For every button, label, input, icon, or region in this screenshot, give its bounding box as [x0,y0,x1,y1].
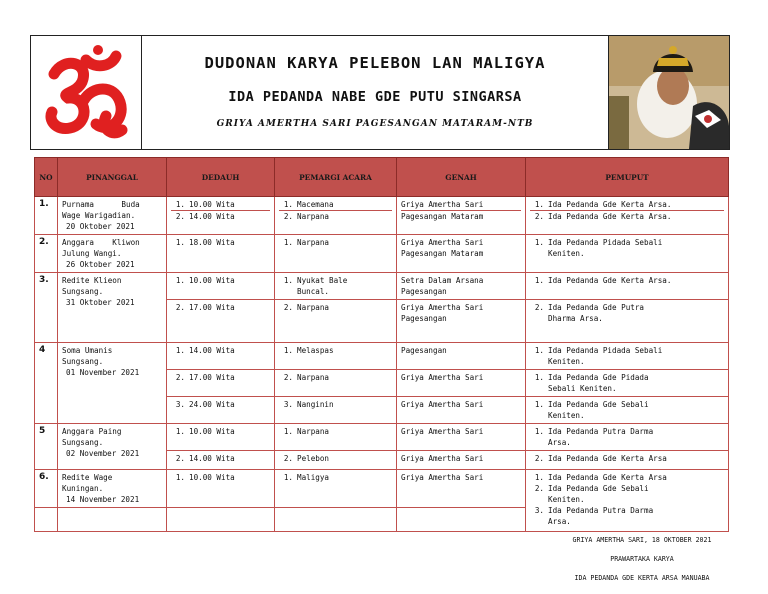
table-header-row [35,158,729,197]
time-cell: 2. 17.00 Wita [167,300,275,343]
empty-cell [35,508,58,532]
location-cell [397,470,526,508]
time-value: 10.00 Wita [189,473,235,482]
footer-signatory: IDA PEDANDA GDE KERTA ARSA MANUABA [574,574,710,582]
officiant-cell: 2. Ida Pedanda Gde Kerta Arsa [526,451,729,470]
column-header-time: DEDAUH [167,158,275,197]
date-cell [58,470,167,508]
time-value: 14.00 Wita [189,454,235,463]
signature-block [552,536,732,582]
time-cell: 1. 18.00 Wita [167,235,275,273]
date-line: Sungsang. [62,357,104,366]
officiant-value: Arsa. [548,438,571,447]
time-cell: 1. 10.00 Wita [167,424,275,451]
date-line: 02 November 2021 [66,449,140,458]
location-cell [397,370,526,397]
event-value: Pelebon [297,454,330,463]
location-value: Pagesangan [401,287,447,296]
location-cell [397,451,526,470]
date-cell [58,235,167,273]
empty-cell [167,508,275,532]
table-row [35,424,729,451]
date-line: Kuningan. [62,484,104,493]
officiant-value: Ida Pedanda Pidada Sebali [548,346,663,355]
officiant-cell: 1. Ida Pedanda Gde Pidada Sebali Keniten. [526,370,729,397]
table-row [35,470,729,508]
document-title: DUDONAN KARYA PELEBON LAN MALIGYA [204,54,546,72]
time-value: 10.00 Wita [189,427,235,436]
officiant-cell: 2. Ida Pedanda Gde Putra Dharma Arsa. [526,300,729,343]
location-cell [397,273,526,300]
event-value: Narpana [297,427,330,436]
officiant-value: Ida Pedanda Pidada Sebali [548,238,663,247]
column-header-date: PINANGGAL [58,158,167,197]
officiant-cell: 1. Ida Pedanda Pidada Sebali Keniten. [526,235,729,273]
location-value: Griya Amertha Sari [401,373,484,382]
location-cell [397,235,526,273]
location-value: Pagesangan [401,314,447,323]
row-number: 6. [35,470,58,508]
officiant-value: Keniten. [548,249,585,258]
row-number: 1. [35,197,58,235]
event-cell: 1. Nyukat Bale Buncal. [275,273,397,300]
date-cell [58,343,167,424]
date-line: 26 Oktober 2021 [66,260,135,269]
document-place: GRIYA AMERTHA SARI PAGESANGAN MATARAM-NTB [216,119,534,129]
priest-portrait-icon [609,36,729,149]
officiant-value: Ida Pedanda Gde Putra [548,303,645,312]
date-line: Anggara Paing [62,427,122,436]
header-titles [141,36,609,149]
document-header [30,35,730,150]
officiant-cell: 1. Ida Pedanda Putra Darma Arsa. [526,424,729,451]
date-cell [58,197,167,235]
time-value: 17.00 Wita [189,303,235,312]
officiant-value: Keniten. [548,411,585,420]
time-cell: 1. 10.00 Wita [167,273,275,300]
location-value: Griya Amertha Sari [401,238,484,247]
document-subtitle: IDA PEDANDA NABE GDE PUTU SINGARSA [228,89,522,105]
empty-cell [397,508,526,532]
officiant-value: Ida Pedanda Gde Kerta Arsa. [548,200,672,209]
officiant-cell: 1. Ida Pedanda Gde Sebali Keniten. [526,397,729,424]
row-number: 4 [35,343,58,424]
location-cell [397,343,526,370]
date-line: Anggara Kliwon [62,238,140,247]
event-value: Nyukat Bale [297,276,348,285]
event-value: Narpana [297,238,330,247]
officiant-cell: 1. Ida Pedanda Gde Kerta Arsa 2. Ida Pedanda Gde Sebali Keniten. 3. Ida Pedanda Putra Darma Arsa. [526,470,729,532]
date-line: Redite Klieon [62,276,122,285]
column-header-officiant: PEMUPUT [526,158,729,197]
location-value: Griya Amertha Sari [401,400,484,409]
time-value: 17.00 Wita [189,373,235,382]
date-line: 20 Oktober 2021 [66,222,135,231]
officiant-value: Ida Pedanda Gde Kerta Arsa [548,473,667,482]
time-cell: 3. 24.00 Wita [167,397,275,424]
officiant-value: Keniten. [548,357,585,366]
date-line: Sungsang. [62,438,104,447]
officiant-cell: 1. Ida Pedanda Gde Kerta Arsa. 2. Ida Pedanda Gde Kerta Arsa. [526,197,729,235]
time-value: 14.00 Wita [189,346,235,355]
location-value: Griya Amertha Sari [401,199,521,211]
location-value: Griya Amertha Sari [401,303,484,312]
location-cell [397,197,526,235]
event-cell: 2. Narpana [275,300,397,343]
empty-cell [275,508,397,532]
officiant-value: Ida Pedanda Gde Pidada [548,373,649,382]
officiant-value: Ida Pedanda Gde Sebali [548,400,649,409]
officiant-value: Dharma Arsa. [548,314,603,323]
location-cell [397,397,526,424]
date-cell [58,424,167,470]
time-cell: 1. 10.00 Wita 2. 14.00 Wita [167,197,275,235]
event-cell: 1. Melaspas [275,343,397,370]
schedule-table [34,157,729,532]
date-line: Purnama Buda [62,200,140,209]
event-value: Narpana [297,373,330,382]
date-line: 01 November 2021 [66,368,140,377]
date-cell [58,273,167,343]
event-value: Buncal. [297,287,330,296]
event-value: Melaspas [297,346,334,355]
event-value: Narpana [297,303,330,312]
officiant-value: Ida Pedanda Gde Kerta Arsa. [548,276,672,285]
table-row [35,197,729,235]
date-line: 31 Oktober 2021 [66,298,135,307]
om-logo [31,36,142,149]
event-cell: 2. Narpana [275,370,397,397]
date-line: Sungsang. [62,287,104,296]
table-row [35,343,729,370]
footer-place-date: GRIYA AMERTHA SARI, 18 OKTOBER 2021 [572,536,712,544]
officiant-value: Keniten. [548,495,585,504]
event-value: Macemana [297,200,334,209]
date-line: 14 November 2021 [66,495,140,504]
location-cell [397,300,526,343]
table-row [35,235,729,273]
event-cell: 1. Macemana 2. Narpana [275,197,397,235]
location-value: Griya Amertha Sari [401,473,484,482]
date-line: Wage Warigadian. [62,211,136,220]
om-symbol-icon [38,40,134,145]
time-cell: 2. 17.00 Wita [167,370,275,397]
officiant-cell: 1. Ida Pedanda Pidada Sebali Keniten. [526,343,729,370]
event-cell: 1. Narpana [275,424,397,451]
officiant-value: Ida Pedanda Gde Kerta Arsa [548,454,667,463]
time-cell: 1. 10.00 Wita [167,470,275,508]
location-value: Griya Amertha Sari [401,454,484,463]
priest-photo [608,36,729,149]
event-value: Nanginin [297,400,334,409]
officiant-value: Ida Pedanda Gde Sebali [548,484,649,493]
column-header-no: NO [35,158,58,197]
event-cell: 1. Narpana [275,235,397,273]
officiant-value: Ida Pedanda Putra Darma [548,427,654,436]
row-number: 5 [35,424,58,470]
officiant-value: Ida Pedanda Gde Kerta Arsa. [548,212,672,221]
time-cell: 1. 14.00 Wita [167,343,275,370]
event-cell: 2. Pelebon [275,451,397,470]
table-row [35,273,729,300]
time-value: 14.00 Wita [189,212,235,221]
officiant-value: Ida Pedanda Putra Darma [548,506,654,515]
officiant-cell: 1. Ida Pedanda Gde Kerta Arsa. [526,273,729,300]
date-line: Julung Wangi. [62,249,122,258]
event-value: Narpana [297,212,330,221]
date-line: Redite Wage [62,473,113,482]
location-value: Pagesangan Mataram [401,212,484,221]
event-cell: 1. Maligya [275,470,397,508]
empty-cell [58,508,167,532]
time-value: 24.00 Wita [189,400,235,409]
time-value: 10.00 Wita [189,200,235,209]
time-value: 10.00 Wita [189,276,235,285]
time-cell: 2. 14.00 Wita [167,451,275,470]
column-header-location: GENAH [397,158,526,197]
row-number: 3. [35,273,58,343]
row-number: 2. [35,235,58,273]
location-value: Pagesangan [401,346,447,355]
column-header-event: PEMARGI ACARA [275,158,397,197]
time-value: 18.00 Wita [189,238,235,247]
officiant-value: Arsa. [548,517,571,526]
location-cell [397,424,526,451]
location-value: Griya Amertha Sari [401,427,484,436]
location-value: Setra Dalam Arsana [401,276,484,285]
event-value: Maligya [297,473,330,482]
date-line: Soma Umanis [62,346,113,355]
location-value: Pagesangan Mataram [401,249,484,258]
event-cell: 3. Nanginin [275,397,397,424]
officiant-value: Sebali Keniten. [548,384,617,393]
footer-role: PRAWARTAKA KARYA [610,555,674,563]
